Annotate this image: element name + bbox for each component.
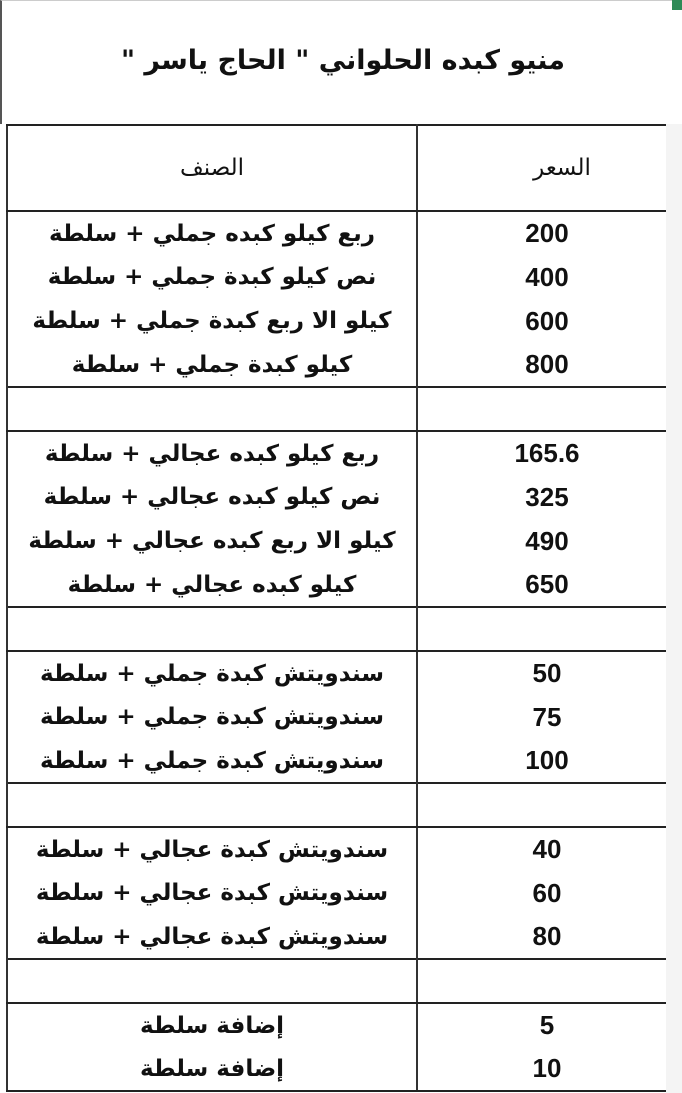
price-cell xyxy=(417,563,667,607)
price-cell xyxy=(417,827,667,871)
item-cell xyxy=(7,211,417,255)
item-name: كيلو كبده عجالي + سلطة xyxy=(67,571,357,598)
group-separator-row xyxy=(7,783,667,827)
item-price: 490 xyxy=(525,525,569,556)
price-cell xyxy=(417,1047,667,1091)
item-price: 60 xyxy=(532,877,562,908)
item-price: 5 xyxy=(539,1010,555,1040)
item-cell xyxy=(7,431,417,475)
table-row xyxy=(7,299,667,343)
header-item-label: الصنف xyxy=(179,155,245,181)
item-price: 800 xyxy=(525,349,569,379)
item-price: 40 xyxy=(532,834,562,864)
item-cell xyxy=(7,739,417,783)
price-cell xyxy=(417,255,667,299)
item-name: كيلو كبدة جملي + سلطة xyxy=(71,351,353,378)
item-price: 100 xyxy=(525,745,569,775)
item-price: 10 xyxy=(532,1053,562,1083)
item-name: كيلو الا ربع كبده عجالي + سلطة xyxy=(28,528,396,554)
table-row xyxy=(7,827,667,871)
item-price: 400 xyxy=(525,261,569,292)
table-row xyxy=(7,1003,667,1047)
item-price: 80 xyxy=(532,921,562,951)
group-separator-row xyxy=(7,387,667,431)
group-separator-row xyxy=(7,959,667,1003)
separator-cell xyxy=(7,959,417,1003)
price-cell xyxy=(417,475,667,519)
item-price: 650 xyxy=(525,569,569,599)
table-row xyxy=(7,651,667,695)
table-row xyxy=(7,211,667,255)
item-cell xyxy=(7,475,417,519)
item-cell xyxy=(7,1003,417,1047)
item-name: كيلو الا ربع كبدة جملي + سلطة xyxy=(32,308,392,334)
item-cell xyxy=(7,563,417,607)
item-name: سندويتش كبدة جملي + سلطة xyxy=(39,747,385,774)
item-cell xyxy=(7,299,417,343)
item-cell xyxy=(7,695,417,739)
item-cell xyxy=(7,915,417,959)
sheet-edge xyxy=(666,124,682,1093)
price-cell xyxy=(417,1003,667,1047)
price-cell xyxy=(417,299,667,343)
group-separator-row xyxy=(7,607,667,651)
item-cell xyxy=(7,871,417,915)
price-cell xyxy=(417,651,667,695)
separator-cell xyxy=(417,959,667,1003)
table-row xyxy=(7,695,667,739)
header-price-cell xyxy=(417,125,667,211)
item-name: سندويتش كبدة عجالي + سلطة xyxy=(35,923,389,950)
table-row xyxy=(7,255,667,299)
price-cell xyxy=(417,211,667,255)
separator-cell xyxy=(417,783,667,827)
item-cell xyxy=(7,519,417,563)
price-cell xyxy=(417,343,667,387)
price-cell xyxy=(417,431,667,475)
table-row xyxy=(7,871,667,915)
item-name: إضافة سلطة xyxy=(139,1012,285,1039)
corner-mark xyxy=(672,0,682,10)
menu-table xyxy=(6,124,668,1092)
item-name: سندويتش كبدة عجالي + سلطة xyxy=(35,836,389,863)
item-cell xyxy=(7,255,417,299)
table-row xyxy=(7,915,667,959)
header-price-label: السعر xyxy=(533,155,591,181)
table-header-row xyxy=(7,125,667,211)
item-name: ربع كيلو كبده عجالي + سلطة xyxy=(44,440,380,467)
title-row xyxy=(0,0,682,124)
item-cell xyxy=(7,343,417,387)
separator-cell xyxy=(7,607,417,651)
separator-cell xyxy=(417,387,667,431)
item-price: 75 xyxy=(532,701,562,732)
item-price: 200 xyxy=(525,218,569,248)
table-row xyxy=(7,563,667,607)
item-cell xyxy=(7,827,417,871)
separator-cell xyxy=(417,607,667,651)
item-name: سندويتش كبدة جملي + سلطة xyxy=(39,704,385,730)
price-cell xyxy=(417,871,667,915)
item-name: ربع كيلو كبده جملي + سلطة xyxy=(48,220,376,247)
menu-title: منيو كبده الحلواني " الحاج ياسر " xyxy=(120,45,566,76)
item-price: 165.6 xyxy=(514,438,580,468)
table-row xyxy=(7,1047,667,1091)
item-name: نص كيلو كبده عجالي + سلطة xyxy=(43,484,381,510)
item-price: 50 xyxy=(532,658,562,688)
price-cell xyxy=(417,739,667,783)
table-row xyxy=(7,739,667,783)
item-price: 600 xyxy=(525,305,569,336)
price-cell xyxy=(417,695,667,739)
table-row xyxy=(7,343,667,387)
item-name: إضافة سلطة xyxy=(139,1055,285,1082)
item-name: سندويتش كبدة جملي + سلطة xyxy=(39,660,385,687)
item-name: سندويتش كبدة عجالي + سلطة xyxy=(35,880,389,906)
price-cell xyxy=(417,519,667,563)
price-cell xyxy=(417,915,667,959)
separator-cell xyxy=(7,387,417,431)
separator-cell xyxy=(7,783,417,827)
item-name: نص كيلو كبدة جملي + سلطة xyxy=(47,264,377,290)
table-row xyxy=(7,519,667,563)
table-row xyxy=(7,475,667,519)
header-item-cell xyxy=(7,125,417,211)
table-row xyxy=(7,431,667,475)
item-price: 325 xyxy=(525,481,569,512)
item-cell xyxy=(7,651,417,695)
item-cell xyxy=(7,1047,417,1091)
